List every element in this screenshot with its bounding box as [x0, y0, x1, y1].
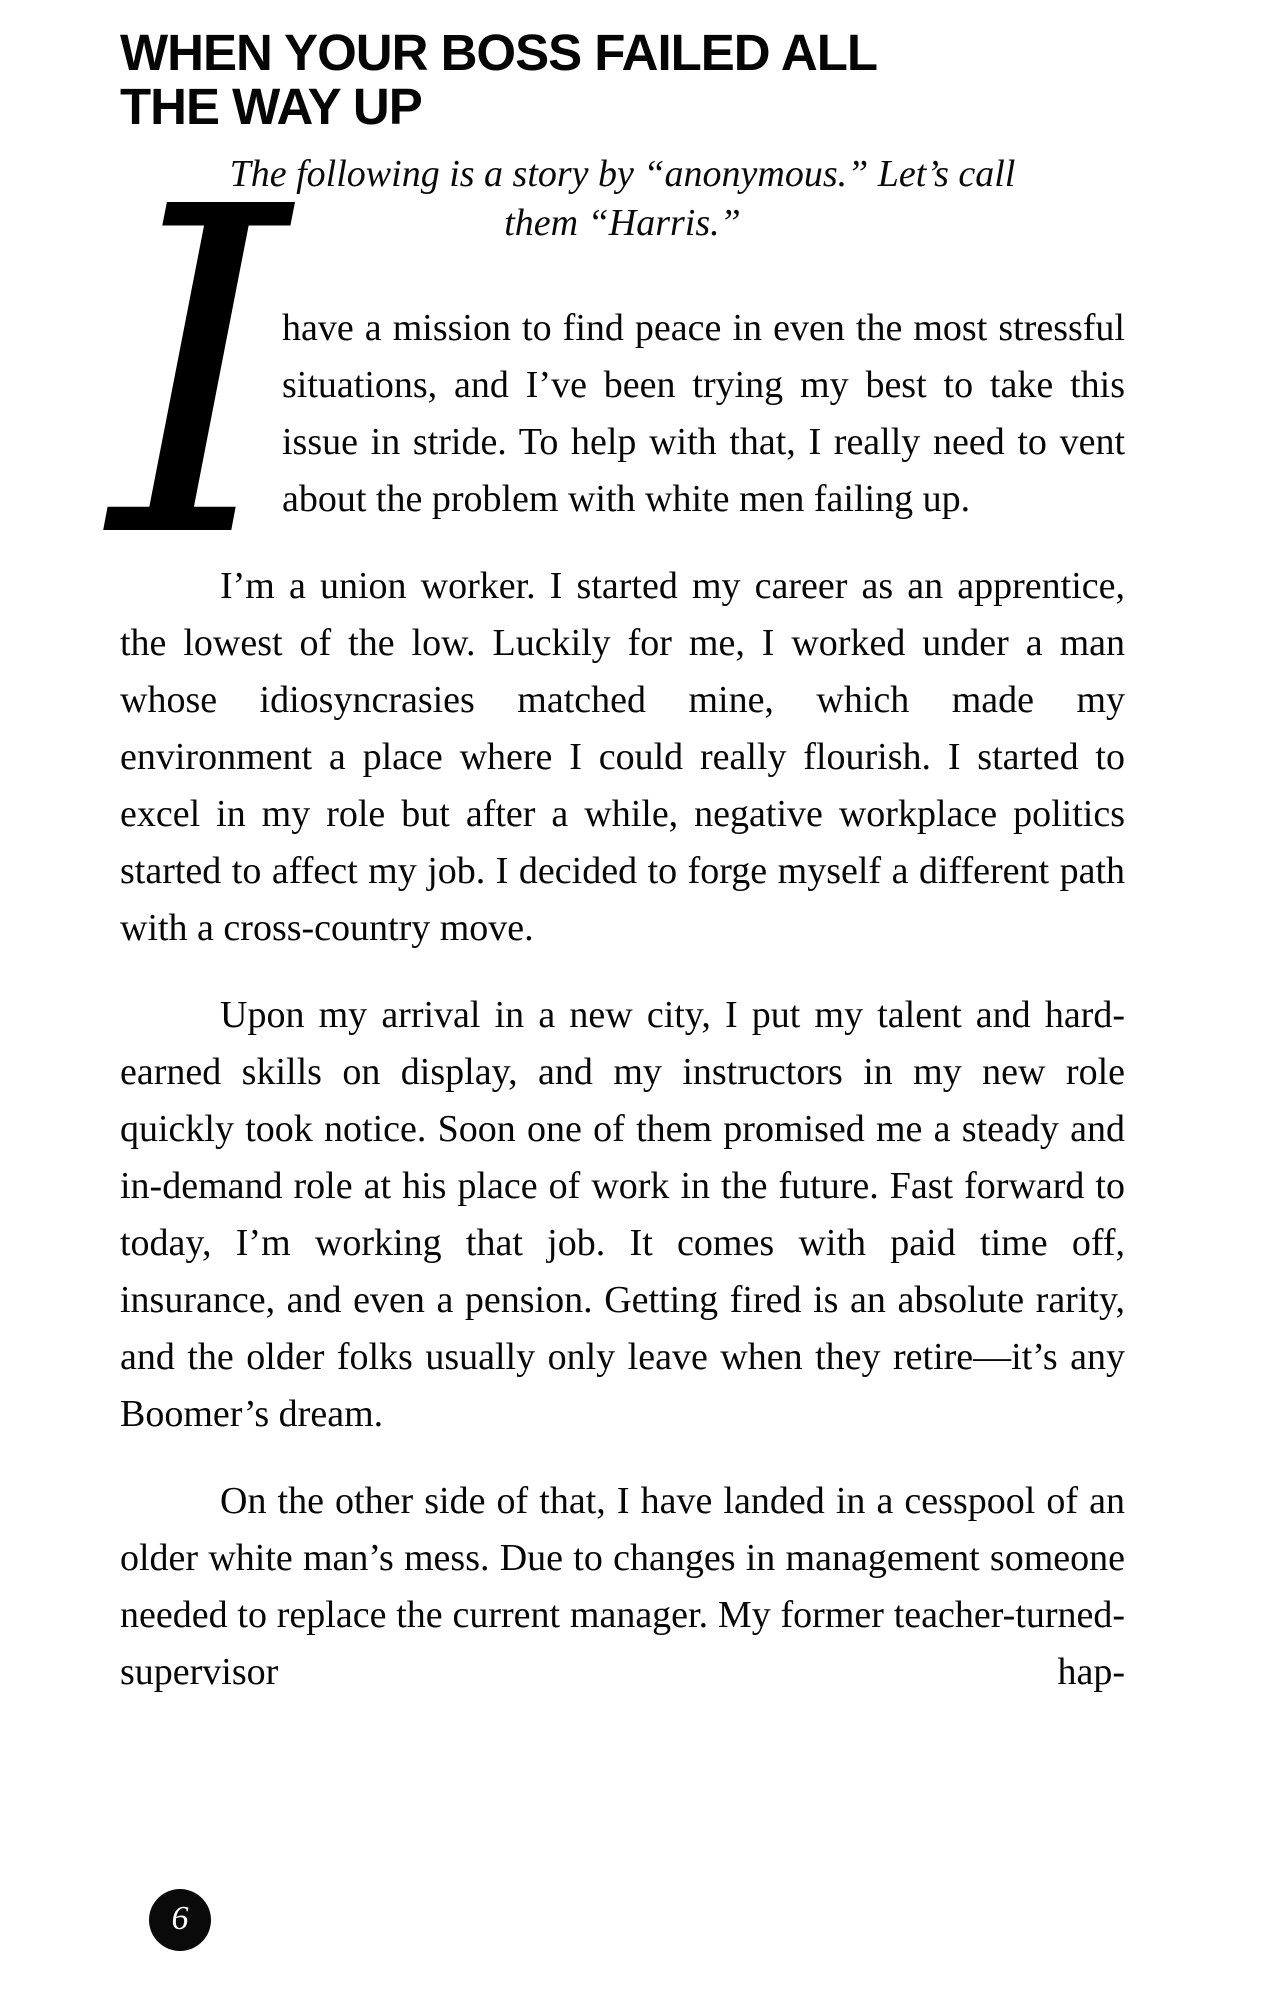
subtitle-line-1: The following is a story by “anonymous.” Let’s call	[229, 153, 1016, 195]
drop-cap	[110, 113, 288, 637]
page-number-badge	[149, 1889, 211, 1951]
drop-cap-letter: I	[110, 113, 288, 637]
paragraph-3	[120, 987, 1125, 1443]
title-line-2: THE WAY UP	[120, 78, 422, 135]
subtitle-line-2: them “Harris.”	[504, 202, 741, 244]
page-number: 6	[171, 1900, 189, 1937]
paragraph-4	[120, 1473, 1125, 1701]
title-line-1: WHEN YOUR BOSS FAILED ALL	[120, 24, 878, 81]
paragraph-3-text: Upon my arrival in a new city, I put my talent and hard-earned skills on display, and my instructors in my new role quickly took notice. Soon one of them promised me a steady and in-demand role at his place of work in the future. Fast forward to today, I’m working that job. It comes with paid time off, insurance, and even a pension. Getting fired is an absolute rarity, and the older folks usually only leave when they retire—it’s any Boomer’s dream.	[120, 994, 1125, 1435]
paragraph-1-text: have a mission to find peace in even the most stressful situations, and I’ve been trying my best to take this issue in stride. To help with that, I really need to vent about the problem with white men failing up.	[282, 307, 1125, 520]
paragraph-4-text: On the other side of that, I have landed in a cesspool of an older white man’s mess. Due to changes in management someone needed to replace the current manager. My former teacher-turned-supervisor hap-	[120, 1480, 1125, 1693]
paragraph-2-text: I’m a union worker. I started my career as an apprentice, the lowest of the low. Luckily for me, I worked under a man whose idiosyncrasies matched mine, which made my environment a place where I could really flourish. I started to excel in my role but after a while, negative workplace politics started to affect my job. I decided to forge myself a different path with a cross-country move.	[120, 565, 1125, 949]
